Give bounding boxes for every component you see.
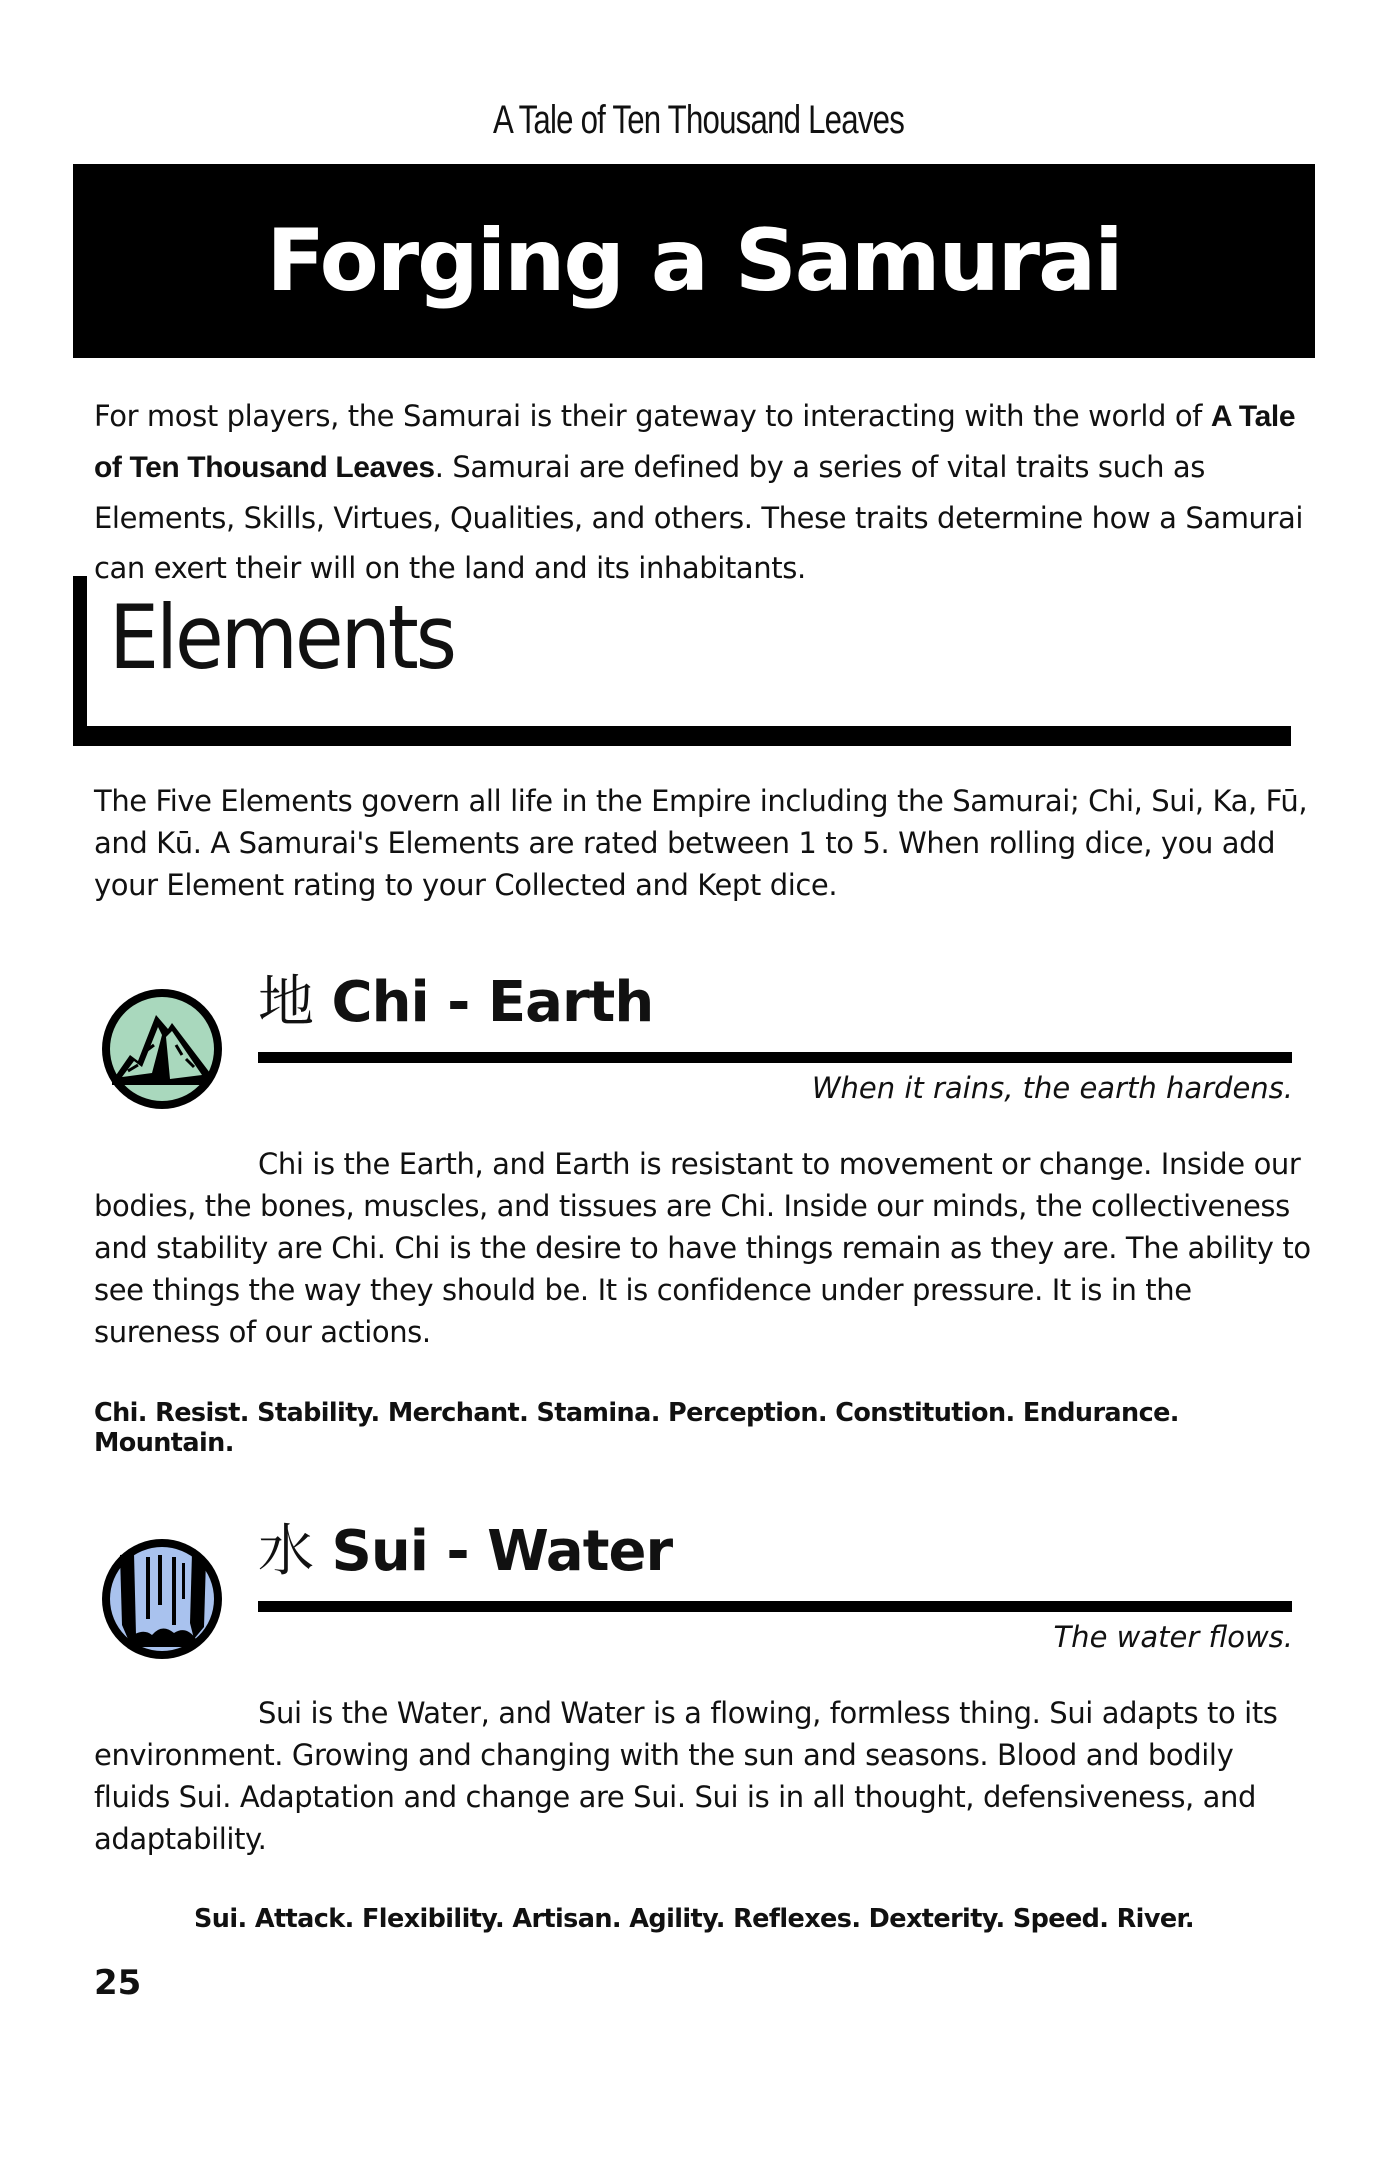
- chi-motto: When it rains, the earth hardens.: [811, 1071, 1293, 1105]
- page-title: Forging a Samurai: [266, 211, 1122, 311]
- page-number: 25: [94, 1963, 142, 2003]
- elements-heading-frame: [73, 576, 1291, 746]
- sui-title: Sui - Water: [331, 1519, 673, 1584]
- intro-text-start: For most players, the Samurai is their gateway to interacting with the world of: [94, 399, 1211, 433]
- sui-body-text: Sui is the Water, and Water is a flowing, formless thing. Sui adapts to its environment. Growing and changing with the sun and seasons. Blood and bodily fluids Sui. Adaptation and change are Sui. Sui is in all thought, defensiveness, and adaptability.: [94, 1696, 1278, 1856]
- sui-kanji: 水: [258, 1519, 313, 1584]
- sui-motto: The water flows.: [1053, 1620, 1293, 1654]
- running-head: A Tale of Ten Thousand Leaves: [492, 98, 905, 142]
- sui-heading: [258, 1507, 672, 1587]
- intro-paragraph: [94, 391, 1314, 593]
- chi-title: Chi - Earth: [331, 970, 654, 1035]
- sui-rule: [258, 1601, 1292, 1612]
- sui-keywords: Sui. Attack. Flexibility. Artisan. Agility. Reflexes. Dexterity. Speed. River.: [194, 1904, 1194, 1934]
- intro-text-end: . Samurai are defined by a series of vital traits such as Elements, Skills, Virtues, Qualities, and others. These traits determine how a Samurai can exert their will on the land and its inhabitants.: [94, 450, 1304, 585]
- elements-heading: Elements: [109, 586, 455, 689]
- sui-body: [94, 1692, 1314, 1860]
- chi-kanji: 地: [258, 970, 313, 1035]
- waterfall-icon: [98, 1535, 226, 1663]
- chi-body: [94, 1143, 1314, 1353]
- mountain-icon: [98, 985, 226, 1113]
- chi-body-text: Chi is the Earth, and Earth is resistant to movement or change. Inside our bodies, the bones, muscles, and tissues are Chi. Inside our minds, the collectiveness and stability are Chi. Chi is the desire to have things remain as they are. The ability to see things the way they should be. It is confidence under pressure. It is in the sureness of our actions.: [94, 1147, 1311, 1349]
- elements-paragraph: The Five Elements govern all life in the Empire including the Samurai; Chi, Sui, Ka, Fū, and Kū. A Samurai's Elements are rated between 1 to 5. When rolling dice, you add your Element rating to your Collected and Kept dice.: [94, 784, 1308, 902]
- title-banner: [73, 164, 1315, 358]
- book-title: A Tale of Ten Thousand Leaves: [94, 400, 1296, 484]
- chi-keywords: Chi. Resist. Stability. Merchant. Stamina. Perception. Constitution. Endurance. Mountain.: [94, 1398, 1179, 1458]
- chi-rule: [258, 1052, 1292, 1063]
- chi-heading: [258, 958, 653, 1038]
